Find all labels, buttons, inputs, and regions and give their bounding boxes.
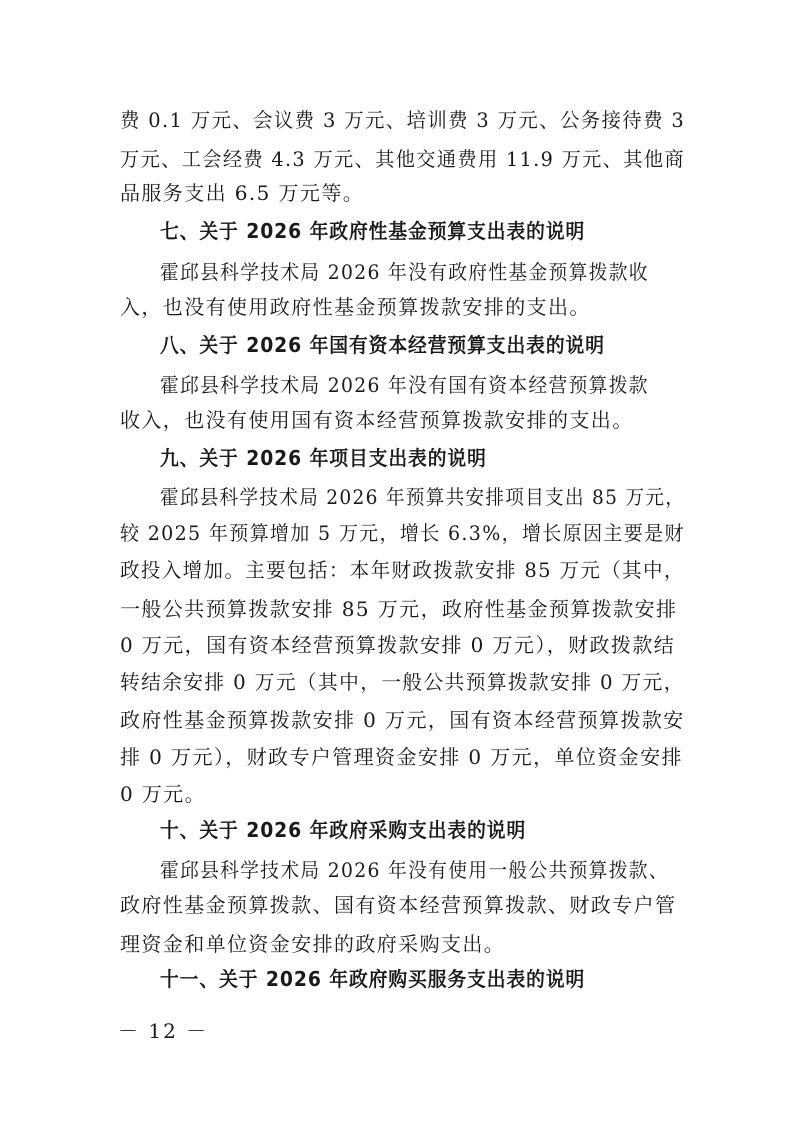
section-heading-10: 十、关于 2026 年政府采购支出表的说明 <box>160 818 527 842</box>
body-text-line: 霍邱县科学技术局 2026 年没有政府性基金预算拨款收 <box>160 260 649 284</box>
section-heading-9: 九、关于 2026 年项目支出表的说明 <box>160 446 487 470</box>
body-text-line: 费 0.1 万元、会议费 3 万元、培训费 3 万元、公务接待费 3 <box>120 108 686 132</box>
body-text-line: 转结余安排 0 万元（其中，一般公共预算拨款安排 0 万元， <box>120 670 685 694</box>
section-heading-8: 八、关于 2026 年国有资本经营预算支出表的说明 <box>160 333 605 357</box>
body-text-line: 一般公共预算拨款安排 85 万元，政府性基金预算拨款安排 <box>120 597 678 621</box>
body-text-line: 收入，也没有使用国有资本经营预算拨款安排的支出。 <box>120 408 634 432</box>
body-text-line: 理资金和单位资金安排的政府采购支出。 <box>120 932 506 956</box>
body-text-line: 0 万元，国有资本经营预算拨款安排 0 万元），财政拨款结 <box>120 633 676 657</box>
body-text-line: 入，也没有使用政府性基金预算拨款安排的支出。 <box>120 295 591 319</box>
page-number: － 12 － <box>118 1019 209 1043</box>
body-text-line: 万元、工会经费 4.3 万元、其他交通费用 11.9 万元、其他商 <box>120 147 685 171</box>
body-text-line: 霍邱县科学技术局 2026 年没有使用一般公共预算拨款、 <box>160 858 669 882</box>
section-heading-7: 七、关于 2026 年政府性基金预算支出表的说明 <box>160 219 586 243</box>
section-heading-11: 十一、关于 2026 年政府购买服务支出表的说明 <box>160 967 586 991</box>
body-text-line: 较 2025 年预算增加 5 万元，增长 6.3%，增长原因主要是财 <box>120 521 685 545</box>
body-text-line: 霍邱县科学技术局 2026 年没有国有资本经营预算拨款 <box>160 373 649 397</box>
body-text-line: 0 万元。 <box>120 782 207 806</box>
body-text-line: 品服务支出 6.5 万元等。 <box>120 181 365 205</box>
body-text-line: 霍邱县科学技术局 2026 年预算共安排项目支出 85 万元， <box>160 485 686 509</box>
body-text-line: 排 0 万元），财政专户管理资金安排 0 万元，单位资金安排 <box>120 745 683 769</box>
body-text-line: 政投入增加。主要包括：本年财政拨款安排 85 万元（其中， <box>120 558 685 582</box>
body-text-line: 政府性基金预算拨款安排 0 万元，国有资本经营预算拨款安 <box>120 708 685 732</box>
body-text-line: 政府性基金预算拨款、国有资本经营预算拨款、财政专户管 <box>120 893 677 917</box>
